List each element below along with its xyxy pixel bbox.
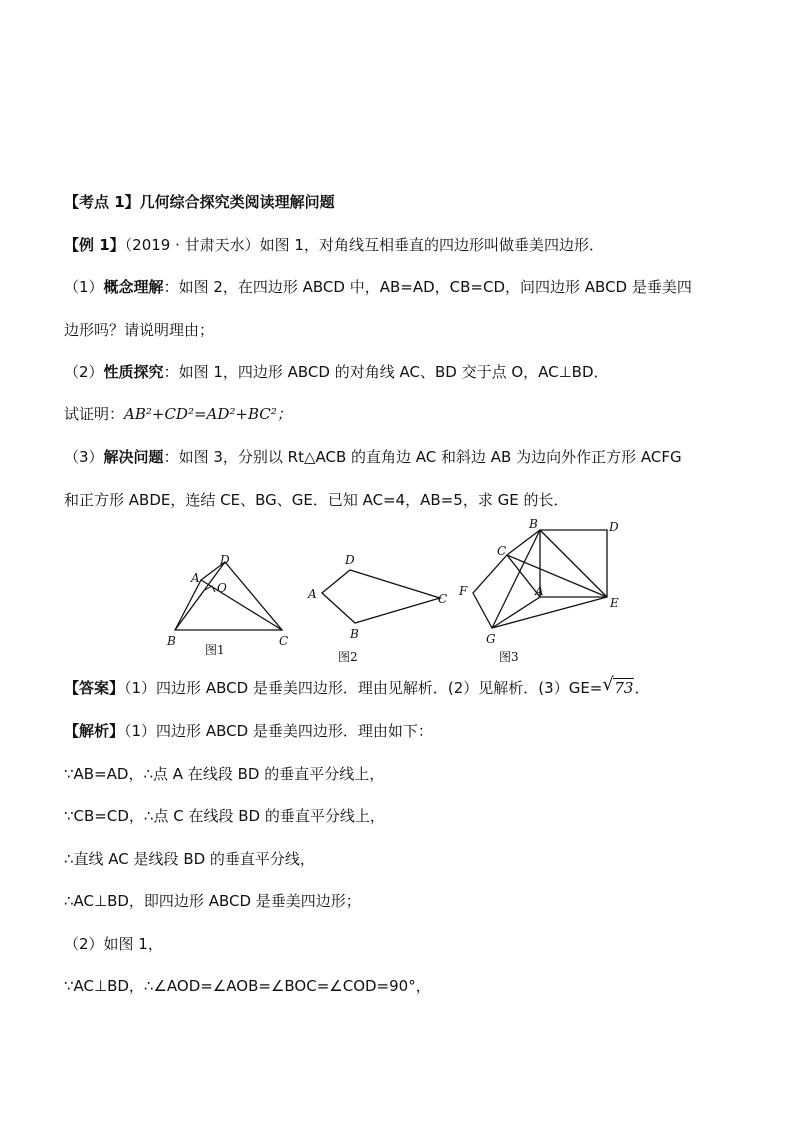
analysis-tag: 【解析】	[64, 722, 125, 740]
analysis-line-0	[64, 721, 433, 741]
fig1-label-o: O	[217, 581, 227, 595]
answer-tag: 【答案】	[64, 679, 125, 697]
fig3-segment-be	[540, 530, 607, 597]
part3-num: （3）	[64, 448, 104, 466]
analysis-line-4: ∴AC⊥BD，即四边形 ABCD 是垂美四边形；	[64, 892, 361, 910]
fig3-segment-ce	[507, 555, 607, 597]
section-title	[64, 192, 335, 212]
part1-num: （1）	[64, 278, 104, 296]
prove-formula: AB²+CD²=AD²+BC²；	[124, 405, 292, 423]
fig2-label-b: B	[350, 627, 359, 641]
fig2-label-a: A	[308, 587, 317, 601]
fig2-label-c: C	[438, 592, 448, 606]
analysis-line-5: （2）如图 1，	[64, 935, 163, 953]
fig3-label-g: G	[486, 632, 496, 646]
example-intro	[64, 235, 604, 255]
part3-text: ：如图 3，分别以 Rt△ACB 的直角边 AC 和斜边 AB 为边向外作正方形 ACFG	[163, 448, 682, 466]
fig1-diagonal-bd	[175, 562, 225, 630]
fig3-label-f: F	[459, 584, 468, 598]
analysis-line-2: ∵CB=CD，∴点 C 在线段 BD 的垂直平分线上，	[64, 807, 385, 825]
fig1-caption: 图1	[205, 643, 225, 657]
fig2-label-d: D	[345, 553, 355, 567]
answer-text: （1）四边形 ABCD 是垂美四边形．理由见解析．(2）见解析．(3）GE=	[124, 679, 603, 697]
fig3-label-a: A	[535, 584, 544, 598]
section-title-text: 考点 1】几何综合探究类阅读理解问题	[79, 193, 335, 211]
fig3-label-d: D	[609, 520, 619, 534]
fig3-caption: 图3	[499, 650, 519, 664]
analysis-text-0: （1）四边形 ABCD 是垂美四边形．理由如下：	[124, 722, 433, 740]
fig1-label-c: C	[279, 634, 289, 648]
sqrt-expression	[602, 674, 634, 698]
fig1-label-d: D	[220, 553, 230, 567]
radical-sign-icon: √	[602, 674, 614, 695]
figure-3	[455, 515, 635, 655]
part2-num: （2）	[64, 363, 104, 381]
fig3-label-c: C	[497, 544, 507, 558]
part3-line2: 和正方形 ABDE，连结 CE、BG、GE．已知 AC=4，AB=5，求 GE 的长．	[64, 491, 569, 509]
section-bracket: 【	[64, 193, 80, 211]
part1-text: ：如图 2，在四边形 ABCD 中，AB=AD，CB=CD，问四边形 ABCD 是垂美四	[163, 278, 692, 296]
fig3-label-e: E	[610, 596, 619, 610]
part1-line2: 边形吗？请说明理由；	[64, 321, 215, 339]
fig2-caption: 图2	[338, 650, 358, 664]
example-tag: 【例 1】	[64, 236, 125, 254]
fig1-label-b: B	[167, 634, 176, 648]
fig3-segment-bc	[507, 530, 540, 555]
fig3-segment-ge	[492, 597, 607, 628]
example-text: （2019 · 甘肃天水）如图 1，对角线互相垂直的四边形叫做垂美四边形．	[124, 236, 604, 254]
fig3-label-b: B	[529, 517, 538, 531]
analysis-line-1: ∵AB=AD，∴点 A 在线段 BD 的垂直平分线上，	[64, 765, 385, 783]
answer-end: ．	[634, 679, 650, 697]
prove-prefix: 试证明：	[64, 405, 125, 423]
part1-label: 概念理解	[103, 278, 164, 296]
part3-label: 解决问题	[103, 448, 164, 466]
part2-label: 性质探究	[103, 363, 164, 381]
figure-1	[165, 550, 300, 660]
part1-line1	[64, 277, 692, 297]
part2-line1	[64, 362, 609, 382]
analysis-line-3: ∴直线 AC 是线段 BD 的垂直平分线，	[64, 850, 315, 868]
part2-prove	[64, 404, 292, 424]
answer-radicand: 73	[614, 679, 634, 697]
figure-2	[300, 548, 460, 648]
fig2-quadrilateral	[322, 570, 440, 623]
analysis-line-6: ∵AC⊥BD，∴∠AOD=∠AOB=∠BOC=∠COD=90°，	[64, 977, 431, 995]
answer-line	[64, 674, 650, 698]
part2-text: ：如图 1，四边形 ABCD 的对角线 AC、BD 交于点 O，AC⊥BD．	[163, 363, 609, 381]
part3-line1	[64, 447, 682, 467]
fig3-square-acfg	[473, 555, 540, 628]
fig1-label-a: A	[191, 571, 200, 585]
